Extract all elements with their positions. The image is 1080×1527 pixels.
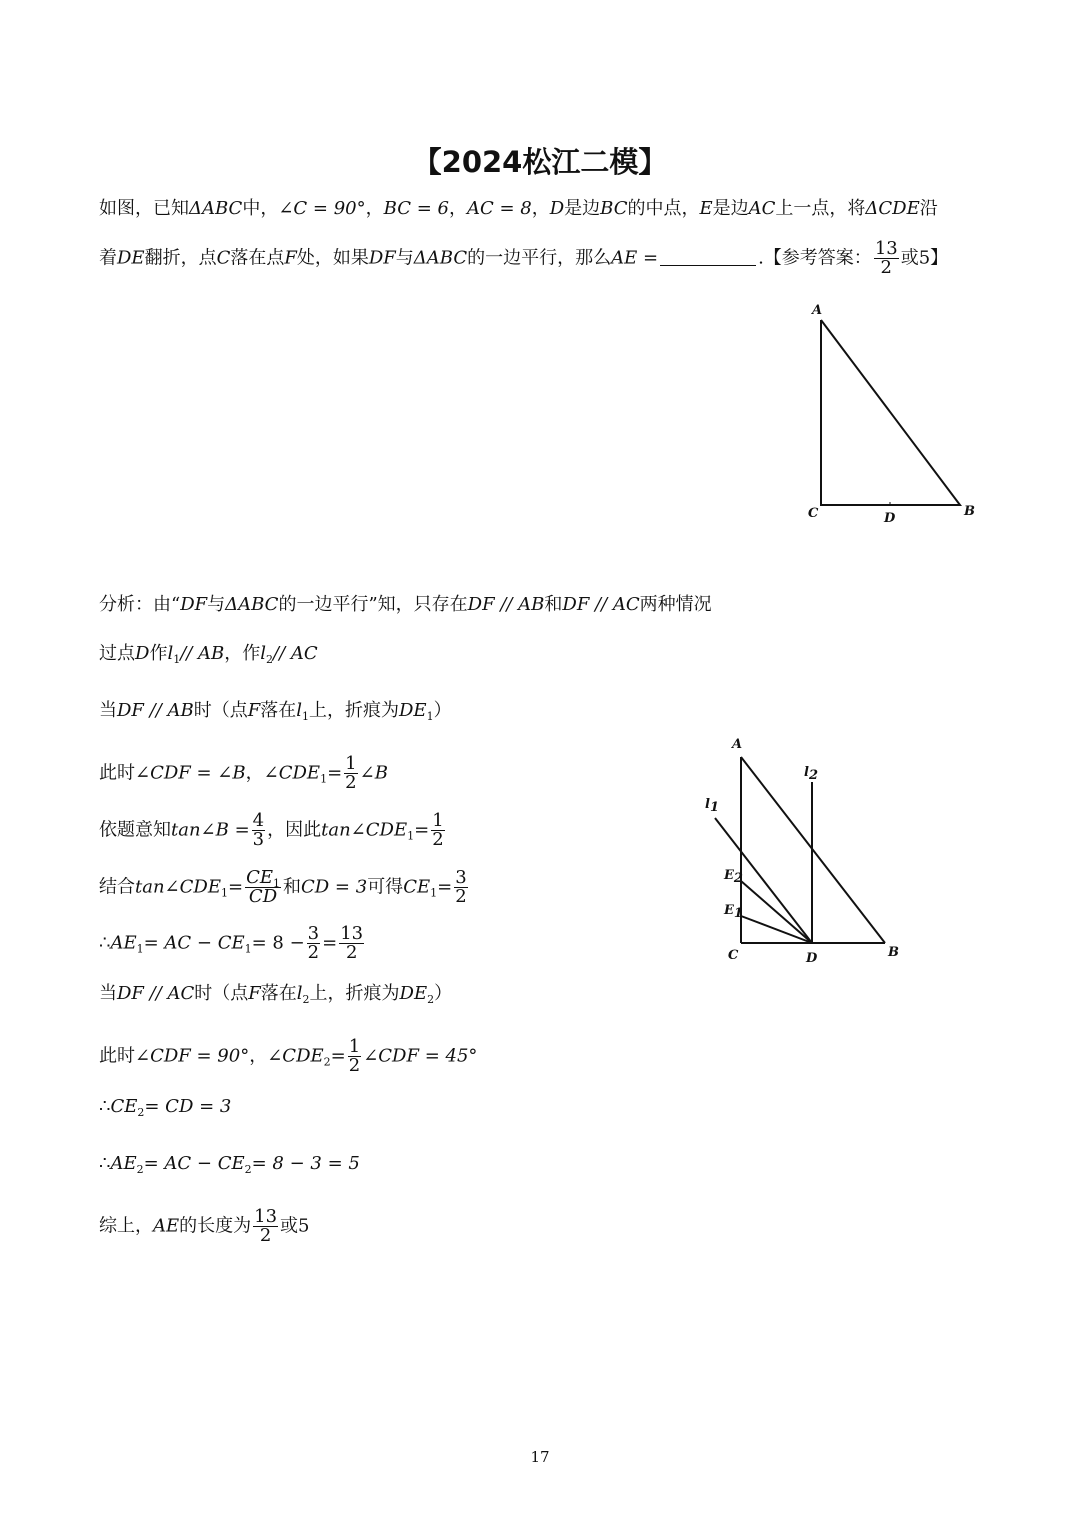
text: 处，如果 xyxy=(296,247,369,269)
analysis-line-6 xyxy=(99,869,470,906)
text: ∴ xyxy=(99,1153,111,1174)
analysis-line-10 xyxy=(99,1095,231,1119)
denominator: CD xyxy=(248,886,278,907)
analysis-line-1 xyxy=(99,593,712,617)
text: 上一点，将 xyxy=(775,198,866,219)
crease-de2 xyxy=(741,881,812,943)
math: ΔABC xyxy=(413,247,468,269)
label-d: D xyxy=(884,511,896,526)
analysis-line-3 xyxy=(99,699,452,723)
text: 的一边平行”知，只存在 xyxy=(278,594,468,615)
math: tan∠CDE xyxy=(321,819,408,841)
text: 和 xyxy=(544,594,563,615)
math: ∠CDE xyxy=(263,762,321,784)
math: DE xyxy=(399,983,428,1004)
math: AE xyxy=(110,932,137,954)
analysis-line-8 xyxy=(99,982,452,1006)
text: 两种情况 xyxy=(639,594,712,615)
text: 与 xyxy=(395,247,414,269)
problem-line-1 xyxy=(99,197,938,221)
text: 的长度为 xyxy=(179,1215,252,1237)
math: tan∠B = xyxy=(171,819,250,841)
math: BC = 6 xyxy=(383,198,449,219)
math: ∠B xyxy=(359,762,388,784)
text: ， xyxy=(448,198,467,219)
text: 着 xyxy=(99,247,117,269)
label-l1: l1 xyxy=(705,797,719,815)
math: CE xyxy=(403,876,431,898)
denominator: 2 xyxy=(880,257,892,278)
math: AC xyxy=(748,198,776,219)
text: 落在点 xyxy=(230,247,285,269)
math: AE = xyxy=(611,247,659,269)
math: = CD = 3 xyxy=(144,1096,232,1117)
analysis-line-5 xyxy=(99,812,447,849)
denominator: 2 xyxy=(455,886,467,907)
text: ∴ xyxy=(99,1096,111,1117)
math: ΔABC xyxy=(189,198,243,219)
subscript: 2 xyxy=(244,1163,252,1176)
math: // AC xyxy=(273,643,318,664)
analysis-line-11 xyxy=(99,1152,360,1176)
text: 上，折痕为 xyxy=(309,983,400,1004)
subscript: 2 xyxy=(323,1055,331,1069)
text: = xyxy=(327,762,343,784)
numerator: 13 xyxy=(874,238,898,259)
label-c: C xyxy=(728,948,739,963)
subscript: 2 xyxy=(302,993,310,1006)
label-a: A xyxy=(812,303,823,318)
math: // AB xyxy=(180,643,225,664)
math: ΔCDE xyxy=(865,198,920,219)
math: F xyxy=(247,700,261,721)
text: 的中点， xyxy=(627,198,700,219)
label-e2: E2 xyxy=(724,868,743,886)
denominator: 3 xyxy=(252,829,265,850)
text: 如图，已知 xyxy=(99,198,189,219)
math: AE xyxy=(153,1215,180,1237)
analysis-line-9 xyxy=(99,1038,477,1075)
label-b: B xyxy=(964,504,975,519)
label-b: B xyxy=(888,945,899,960)
text: 中， xyxy=(242,198,279,219)
text: ） xyxy=(433,700,452,721)
text: 时（点 xyxy=(194,983,249,1004)
denominator: 2 xyxy=(259,1225,272,1246)
text: 或5】 xyxy=(900,247,949,269)
text: ，作 xyxy=(224,643,261,664)
math: tan∠CDE xyxy=(135,876,221,898)
text: 是边 xyxy=(712,198,749,219)
text: 当 xyxy=(99,983,117,1004)
numerator: 4 xyxy=(252,810,265,831)
text: 和 xyxy=(283,876,301,898)
text: ，因此 xyxy=(267,819,322,841)
text: 作 xyxy=(149,643,168,664)
fraction xyxy=(245,869,281,906)
fold-figure xyxy=(700,730,920,970)
numerator: 1 xyxy=(348,1036,361,1057)
text: = xyxy=(437,876,453,898)
subscript: 2 xyxy=(266,653,274,666)
text: 落在 xyxy=(260,983,297,1004)
fraction xyxy=(252,812,265,849)
denominator: 2 xyxy=(307,942,320,963)
numerator: 1 xyxy=(432,810,444,831)
fraction xyxy=(348,1038,361,1075)
math: l xyxy=(167,643,174,664)
text: ， xyxy=(365,198,384,219)
math: DF // AC xyxy=(117,983,195,1004)
answer-blank[interactable] xyxy=(660,247,756,266)
subscript: 1 xyxy=(426,710,434,723)
text: = 8 − xyxy=(251,932,305,954)
text: 此时 xyxy=(99,762,135,784)
text: 是边 xyxy=(564,198,601,219)
fraction xyxy=(253,1208,278,1245)
problem-line-2 xyxy=(99,240,948,277)
math: DE xyxy=(117,247,145,269)
analysis-line-12 xyxy=(99,1208,310,1245)
math: DF // AB xyxy=(117,700,194,721)
analysis-line-4 xyxy=(99,755,388,792)
math: ∠CDF = ∠B xyxy=(135,762,246,784)
math: = 8 − 3 = 5 xyxy=(251,1153,360,1174)
text: 可得 xyxy=(367,876,404,898)
analysis-line-7 xyxy=(99,925,366,962)
text: 沿 xyxy=(919,198,938,219)
math: l xyxy=(260,643,267,664)
subscript: 1 xyxy=(244,942,252,956)
triangle-figure xyxy=(800,300,990,530)
subscript: 1 xyxy=(430,886,438,900)
math: ∠CDE xyxy=(267,1045,324,1067)
label-a: A xyxy=(732,737,743,752)
subscript: 1 xyxy=(407,829,415,843)
denominator: 2 xyxy=(432,829,444,850)
math: BC xyxy=(600,198,628,219)
text: 当 xyxy=(99,700,117,721)
text: ） xyxy=(434,983,453,1004)
math: DF xyxy=(180,594,208,615)
fraction xyxy=(874,240,899,277)
denominator: 2 xyxy=(348,1055,361,1076)
fraction xyxy=(339,925,364,962)
numerator: 1 xyxy=(345,753,357,774)
math: F xyxy=(248,983,261,1004)
math: ΔABC xyxy=(225,594,279,615)
subscript: 1 xyxy=(136,942,144,956)
label-e1: E1 xyxy=(724,903,743,921)
text: 时（点 xyxy=(193,700,248,721)
label-d: D xyxy=(806,951,818,966)
math: DE xyxy=(399,700,427,721)
math: F xyxy=(284,247,297,269)
math: = AC − CE xyxy=(143,1153,245,1174)
page-title: 【2024松江二模】 xyxy=(412,145,668,179)
label-l2: l2 xyxy=(804,765,818,783)
fraction xyxy=(344,755,357,792)
numerator: 3 xyxy=(455,867,467,888)
subscript: 1 xyxy=(273,877,280,890)
text: 分析：由“ xyxy=(99,594,181,615)
text: 依题意知 xyxy=(99,819,171,841)
math: C xyxy=(216,247,231,269)
text: 的一边平行，那么 xyxy=(467,247,612,269)
subscript: 2 xyxy=(427,993,435,1006)
math: DF xyxy=(368,247,396,269)
math: DF // AB xyxy=(467,594,545,615)
numerator: 13 xyxy=(254,1206,278,1227)
text: 综上， xyxy=(99,1215,153,1237)
numerator: 3 xyxy=(307,923,320,944)
math: D xyxy=(135,643,150,664)
text: .【参考答案： xyxy=(758,247,872,269)
text: = xyxy=(414,819,430,841)
numerator: 13 xyxy=(340,923,364,944)
text: = xyxy=(227,876,244,898)
text: ， xyxy=(531,198,550,219)
text: 或5 xyxy=(280,1215,310,1237)
math: CE xyxy=(110,1096,138,1117)
fraction xyxy=(431,812,444,849)
text: ， xyxy=(245,762,264,784)
subscript: 1 xyxy=(320,772,328,786)
math: ∠CDF = 90° xyxy=(135,1045,250,1067)
fraction xyxy=(307,925,320,962)
text: ∴ xyxy=(99,932,111,954)
text: = xyxy=(322,932,338,954)
text: 落在 xyxy=(260,700,297,721)
subscript: 2 xyxy=(136,1163,144,1176)
math: D xyxy=(549,198,565,219)
fraction xyxy=(454,869,467,906)
text: 与 xyxy=(207,594,226,615)
math: ∠C = 90° xyxy=(278,198,366,219)
analysis-line-2 xyxy=(99,642,318,666)
text: ， xyxy=(249,1045,268,1067)
subscript: 1 xyxy=(220,886,228,900)
subscript: 1 xyxy=(173,653,181,666)
math: l xyxy=(296,983,303,1004)
math: DF // AC xyxy=(562,594,640,615)
denominator: 2 xyxy=(345,772,357,793)
page-number: 17 xyxy=(530,1448,550,1466)
math: CE xyxy=(246,867,273,888)
text: 翻折，点 xyxy=(144,247,217,269)
math: E xyxy=(699,198,713,219)
math: ∠CDF = 45° xyxy=(363,1045,478,1067)
text: = xyxy=(330,1045,346,1067)
math: CD = 3 xyxy=(301,876,368,898)
text: 上，折痕为 xyxy=(309,700,399,721)
math: l xyxy=(296,700,302,721)
math: = AC − CE xyxy=(143,932,245,954)
math: AE xyxy=(110,1153,137,1174)
label-c: C xyxy=(808,506,819,521)
triangle-abc xyxy=(821,320,960,505)
text: 此时 xyxy=(99,1045,135,1067)
text: 结合 xyxy=(99,876,135,898)
subscript: 1 xyxy=(302,710,309,723)
math: AC = 8 xyxy=(466,198,532,219)
denominator: 2 xyxy=(345,942,358,963)
subscript: 2 xyxy=(137,1106,145,1119)
text: 过点 xyxy=(99,643,135,664)
